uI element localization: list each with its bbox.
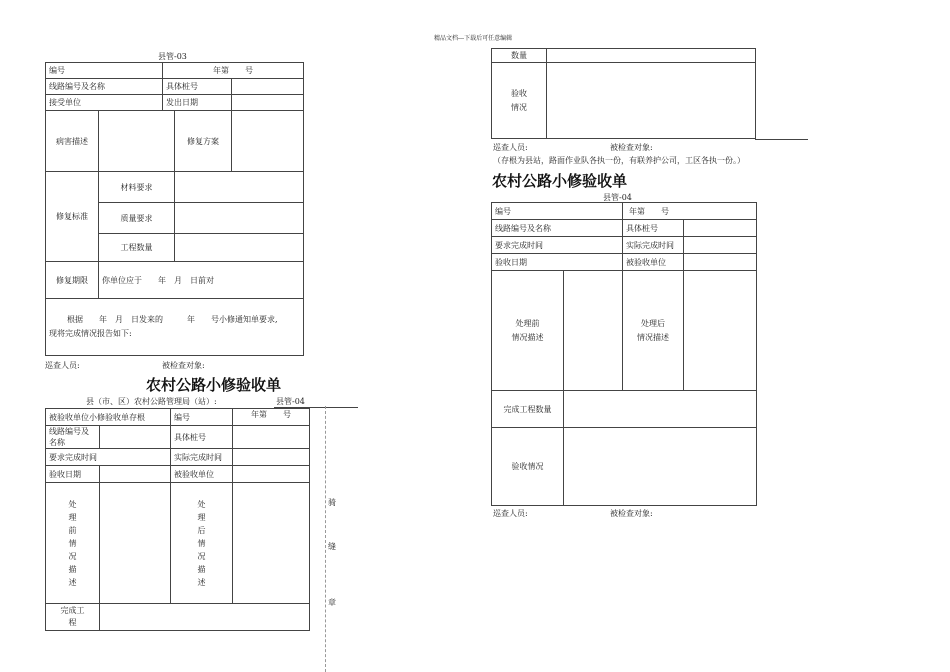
form04-route-label: 线路编号及名称 bbox=[492, 220, 623, 237]
form04-actual-label: 实际完成时间 bbox=[623, 237, 684, 254]
form04-stub-pile-value[interactable] bbox=[233, 426, 310, 449]
form03-cont-rule bbox=[755, 139, 808, 140]
form04-before-label bbox=[492, 271, 564, 391]
form03-cont-note: （存根为县站，路面作业队各执一份，有联养护公司，工区各执一份。） bbox=[493, 156, 745, 165]
form04-actual-value[interactable] bbox=[684, 237, 757, 254]
form04-stub-after-text: 处理后情况描述 bbox=[197, 499, 206, 587]
form04-stub-numbering-label: 编号 bbox=[171, 409, 233, 426]
form04-after-label bbox=[623, 271, 684, 391]
form04-inspector: 巡查人员: bbox=[493, 509, 528, 518]
form04-stub-completed-label bbox=[46, 604, 100, 631]
form03-pile-label: 具体桩号 bbox=[163, 79, 232, 95]
form04-after-text-1: 处理后 bbox=[641, 318, 665, 328]
form03-numbering-label: 编号 bbox=[46, 63, 163, 79]
form04-stub-subtitle: 县（市、区）农村公路管理局（站）: bbox=[86, 397, 217, 406]
form04-stub-actual-label: 实际完成时间 bbox=[171, 449, 233, 466]
form04-stub-pile-label: 具体桩号 bbox=[171, 426, 233, 449]
form04-before-value[interactable] bbox=[564, 271, 623, 391]
header-note: 精品文档---下载后可任意编辑 bbox=[434, 35, 513, 42]
form03-cont-quantity-label: 数量 bbox=[492, 49, 547, 63]
form04-stub-completed-text: 完成工程 bbox=[60, 606, 85, 627]
form03-defect-value[interactable] bbox=[99, 111, 175, 172]
form04-table bbox=[491, 202, 757, 506]
form04-completed-qty-value[interactable] bbox=[564, 391, 757, 428]
form04-stub-completed-value[interactable] bbox=[100, 604, 310, 631]
form03-material-label: 材料要求 bbox=[99, 172, 175, 203]
form03-report-line1: 根据 年 月 日发来的 年 号小修通知单要求, bbox=[67, 315, 278, 324]
form04-completed-qty-label: 完成工程数量 bbox=[492, 391, 564, 428]
form04-pile-value[interactable] bbox=[684, 220, 757, 237]
form03-issue-date-label: 发出日期 bbox=[163, 95, 232, 111]
form03-quantity-label: 工程数量 bbox=[99, 234, 175, 262]
form04-stub-after-label bbox=[171, 483, 233, 604]
form03-cont-inspected: 被检查对象: bbox=[610, 143, 653, 152]
form04-stub-route-label: 线路编号及名称 bbox=[46, 426, 100, 449]
form03-route-label: 线路编号及名称 bbox=[46, 79, 163, 95]
form03-cont-acceptance-text: 验收情况 bbox=[511, 88, 527, 112]
form04-pile-label: 具体桩号 bbox=[623, 220, 684, 237]
form03-deadline-text: 你单位应于 年 月 日前对 bbox=[99, 262, 304, 299]
form03-report-cell bbox=[46, 299, 304, 356]
form03-pile-value[interactable] bbox=[232, 79, 304, 95]
form04-stub-route-value[interactable] bbox=[100, 426, 171, 449]
form04-stub-title: 农村公路小修验收单 bbox=[146, 376, 282, 394]
form04-before-text-1: 处理前 bbox=[515, 318, 540, 328]
form04-after-text-2: 情况描述 bbox=[637, 332, 669, 342]
form04-acceptance-value[interactable] bbox=[564, 428, 757, 506]
form03-issue-date-value[interactable] bbox=[232, 95, 304, 111]
seam-char-1: 骑 bbox=[328, 498, 336, 507]
form04-stub-required-label: 要求完成时间 bbox=[46, 449, 171, 466]
form03-standard-label: 修复标准 bbox=[46, 172, 99, 262]
form03-deadline-label: 修复期限 bbox=[46, 262, 99, 299]
form04-stub-before-value[interactable] bbox=[100, 483, 171, 604]
form03-numbering-value: 年第 号 bbox=[163, 63, 304, 79]
form04-code: 县管-04 bbox=[603, 193, 632, 202]
form03-table bbox=[45, 62, 304, 356]
form04-stub-after-value[interactable] bbox=[233, 483, 310, 604]
form03-quality-label: 质量要求 bbox=[99, 203, 175, 234]
form03-defect-label: 病害描述 bbox=[46, 111, 99, 172]
form04-stub-accepted-unit-value[interactable] bbox=[233, 466, 310, 483]
form04-after-value[interactable] bbox=[684, 271, 757, 391]
form04-stub-table bbox=[45, 408, 310, 631]
form04-accept-date-label: 验收日期 bbox=[492, 254, 623, 271]
seam-line bbox=[325, 406, 326, 672]
seam-char-2: 缝 bbox=[328, 542, 336, 551]
form04-numbering-value: 年第 号 bbox=[623, 203, 757, 220]
form03-inspected: 被检查对象: bbox=[162, 361, 205, 370]
form03-receiver-label: 接受单位 bbox=[46, 95, 163, 111]
form04-stub-accepted-unit-label: 被验收单位 bbox=[171, 466, 233, 483]
form04-stub-accept-date-value[interactable] bbox=[100, 466, 171, 483]
form03-repair-plan-value[interactable] bbox=[232, 111, 304, 172]
form04-stub-accept-date-label: 验收日期 bbox=[46, 466, 100, 483]
form04-required-label: 要求完成时间 bbox=[492, 237, 623, 254]
form04-inspected: 被检查对象: bbox=[610, 509, 653, 518]
form03-quantity-value[interactable] bbox=[175, 234, 304, 262]
form03-inspector: 巡查人员: bbox=[45, 361, 80, 370]
form04-stub-numbering-value: 年第 号 bbox=[233, 409, 310, 426]
form04-accepted-unit-label: 被验收单位 bbox=[623, 254, 684, 271]
form03-cont-quantity-value[interactable] bbox=[547, 49, 756, 63]
form03-code: 县管-03 bbox=[158, 52, 187, 61]
form04-stub-before-label bbox=[46, 483, 100, 604]
form03-cont-acceptance-label bbox=[492, 63, 547, 139]
form04-stub-before-text: 处理前情况描述 bbox=[68, 499, 77, 587]
seam-char-3: 章 bbox=[328, 598, 336, 607]
form04-acceptance-label: 验收情况 bbox=[492, 428, 564, 506]
form04-before-text-2: 情况描述 bbox=[511, 332, 544, 342]
form04-stub-code: 县管-04 bbox=[276, 397, 305, 406]
form04-title: 农村公路小修验收单 bbox=[492, 172, 628, 190]
form03-cont-table bbox=[491, 48, 756, 139]
form04-stub-actual-value[interactable] bbox=[233, 449, 310, 466]
form03-repair-plan-label: 修复方案 bbox=[175, 111, 232, 172]
form03-report-line2: 现将完成情况报告如下: bbox=[49, 329, 132, 338]
form03-cont-inspector: 巡查人员: bbox=[493, 143, 528, 152]
form03-cont-acceptance-value[interactable] bbox=[547, 63, 756, 139]
form03-quality-value[interactable] bbox=[175, 203, 304, 234]
form04-stub-label: 被验收单位小修验收单存根 bbox=[46, 409, 171, 426]
form03-material-value[interactable] bbox=[175, 172, 304, 203]
form04-numbering-label: 编号 bbox=[492, 203, 623, 220]
form04-accepted-unit-value[interactable] bbox=[684, 254, 757, 271]
